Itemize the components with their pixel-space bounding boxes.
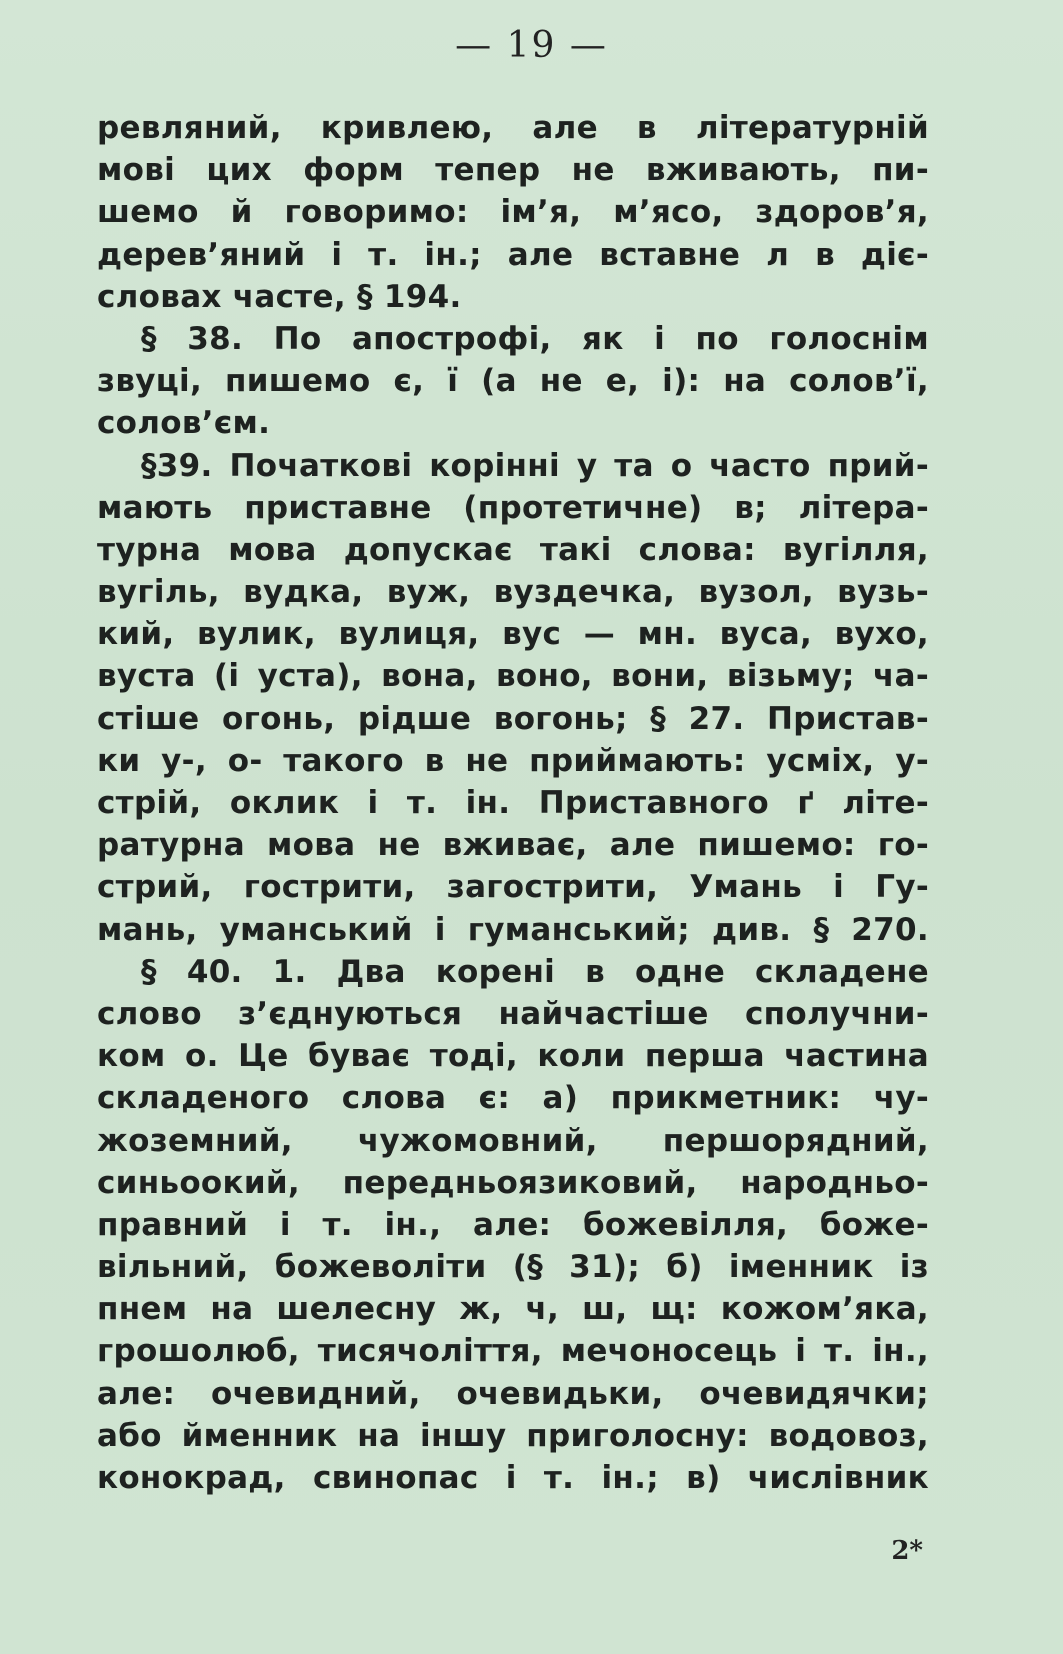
- text-line: стрий, гострити, загострити, Умань і Гу-: [97, 869, 929, 906]
- text-line: ком о. Це буває тоді, коли перша частина: [97, 1038, 929, 1075]
- text-line: пнем на шелесну ж, ч, ш, щ: кожом’яка,: [97, 1291, 929, 1328]
- text-line: § 38. По апострофі, як і по голоснім: [141, 320, 929, 357]
- text-line: словах часте, § 194.: [97, 278, 462, 315]
- text-line: турна мова допускає такі слова: вугілля,: [97, 531, 929, 568]
- text-line: правний і т. ін., але: божевілля, боже-: [97, 1206, 929, 1243]
- text-line: мові цих форм тепер не вживають, пи-: [97, 152, 929, 189]
- text-line: мають приставне (протетичне) в; літера-: [97, 489, 929, 526]
- page-number: — 19 —: [455, 25, 608, 66]
- text-line: солов’єм.: [97, 405, 271, 442]
- text-line: §39. Початкові корінні у та о часто прий-: [141, 447, 929, 484]
- text-line: грошолюб, тисячоліття, мечоносець і т. ін.,: [97, 1333, 929, 1370]
- signature-mark: 2*: [891, 1536, 923, 1566]
- text-line: дерев’яний і т. ін.; але вставне л в діє-: [97, 236, 929, 273]
- text-line: ревляний, кривлею, але в літературній: [97, 110, 929, 146]
- text-line: шемо й говоримо: ім’я, м’ясо, здоров’я,: [97, 194, 929, 231]
- text-line: вільний, божеволіти (§ 31); б) іменник із: [97, 1249, 929, 1286]
- text-line: вугіль, вудка, вуж, вуздечка, вузол, вузь-: [97, 574, 929, 611]
- text-line: кий, вулик, вулиця, вус — мн. вуса, вухо,: [97, 616, 929, 653]
- text-line: ки у-, о- такого в не приймають: усміх, у-: [97, 742, 929, 779]
- text-line: стрій, оклик і т. ін. Приставного ґ літе-: [97, 785, 929, 821]
- text-line: жоземний, чужомовний, першорядний,: [97, 1122, 929, 1159]
- text-line: синьоокий, передньоязиковий, народньо-: [97, 1164, 929, 1201]
- text-line: ратурна мова не вживає, але пишемо: го-: [97, 827, 929, 864]
- text-line: слово з’єднуються найчастіше сполучни-: [97, 995, 929, 1032]
- text-line: вуста (і уста), вона, воно, вони, візьму; ча-: [97, 658, 929, 695]
- text-line: або йменник на іншу приголосну: водовоз,: [97, 1417, 929, 1454]
- body-text: [97, 107, 929, 1499]
- text-line: але: очевидний, очевидьки, очевидячки;: [97, 1375, 929, 1412]
- text-line: мань, уманський і гуманський; див. § 270.: [97, 911, 929, 948]
- text-line: складеного слова є: а) прикметник: чу-: [97, 1080, 929, 1117]
- text-line: § 40. 1. Два корені в одне складене: [141, 953, 929, 990]
- text-line: стіше огонь, рідше вогонь; § 27. Пристав-: [97, 700, 929, 737]
- text-line: звуці, пишемо є, ї (а не е, і): на солов’ї,: [97, 363, 929, 400]
- text-line: конокрад, свинопас і т. ін.; в) числівник: [97, 1460, 929, 1496]
